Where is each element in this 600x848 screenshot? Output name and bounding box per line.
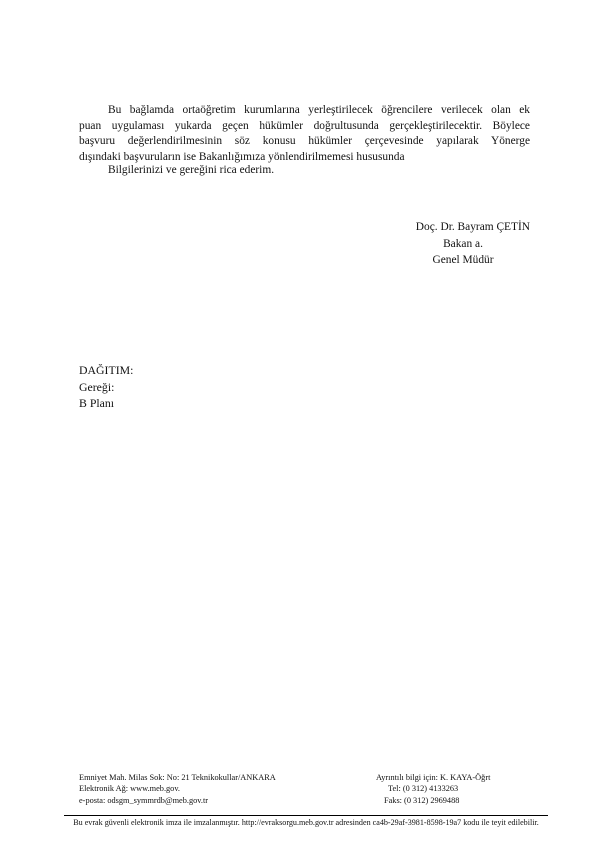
footer-address: Emniyet Mah. Milas Sok: No: 21 Teknikokullar/ANKARA (79, 773, 276, 782)
signatory-title-2: Genel Müdür (432, 254, 494, 266)
footer-divider (64, 815, 548, 816)
footer-info: Ayrıntılı bilgi için: K. KAYA-Öğrt (376, 773, 491, 782)
signatory-title-1: Bakan a. (443, 237, 483, 250)
distribution-line-1: Gereği: (79, 379, 115, 394)
distribution-heading: DAĞITIM: (79, 363, 134, 377)
footer-tel: Tel: (0 312) 4133263 (388, 784, 459, 794)
footer-web: Elektronik Ağ: www.meb.gov. (79, 784, 181, 794)
paragraph-line-4: dışındaki başvuruların ise Bakanlığımıza yönlendirilmemesi hususunda (79, 150, 405, 163)
footer-email: e-posta: odsgm_symmrdb@meb.gov.tr (79, 795, 209, 805)
paragraph-line-3: başvuru değerlendirilmesinin söz konusu hükümler çerçevesinde yapılarak Yönerge (79, 135, 530, 148)
distribution-line-2: B Planı (79, 396, 115, 410)
signature-block (388, 219, 538, 269)
closing-sentence: Bilgilerinizi ve gereğini rica ederim. (108, 164, 275, 176)
footer-contact (79, 772, 541, 806)
signatory-name: Doç. Dr. Bayram ÇETİN (415, 221, 530, 233)
verification-notice: Bu evrak güvenli elektronik imza ile imzalanmıştır. http://evraksorgu.meb.gov.tr adresinden ca4b-29af-3981-8598-19a7 kodu ile teyit edilebilir. (73, 818, 539, 827)
paragraph-line-1: Bu bağlamda ortaöğretim kurumlarına yerleştirilecek öğrencilere verilecek olan ek (108, 104, 530, 116)
footer-fax: Faks: (0 312) 2969488 (384, 795, 460, 805)
paragraph-line-2: puan uygulaması yukarda geçen hükümler doğrultusunda gerçekleştirilecektir. Böylece (79, 119, 530, 132)
body-paragraph (79, 103, 530, 165)
distribution-list (79, 362, 133, 412)
